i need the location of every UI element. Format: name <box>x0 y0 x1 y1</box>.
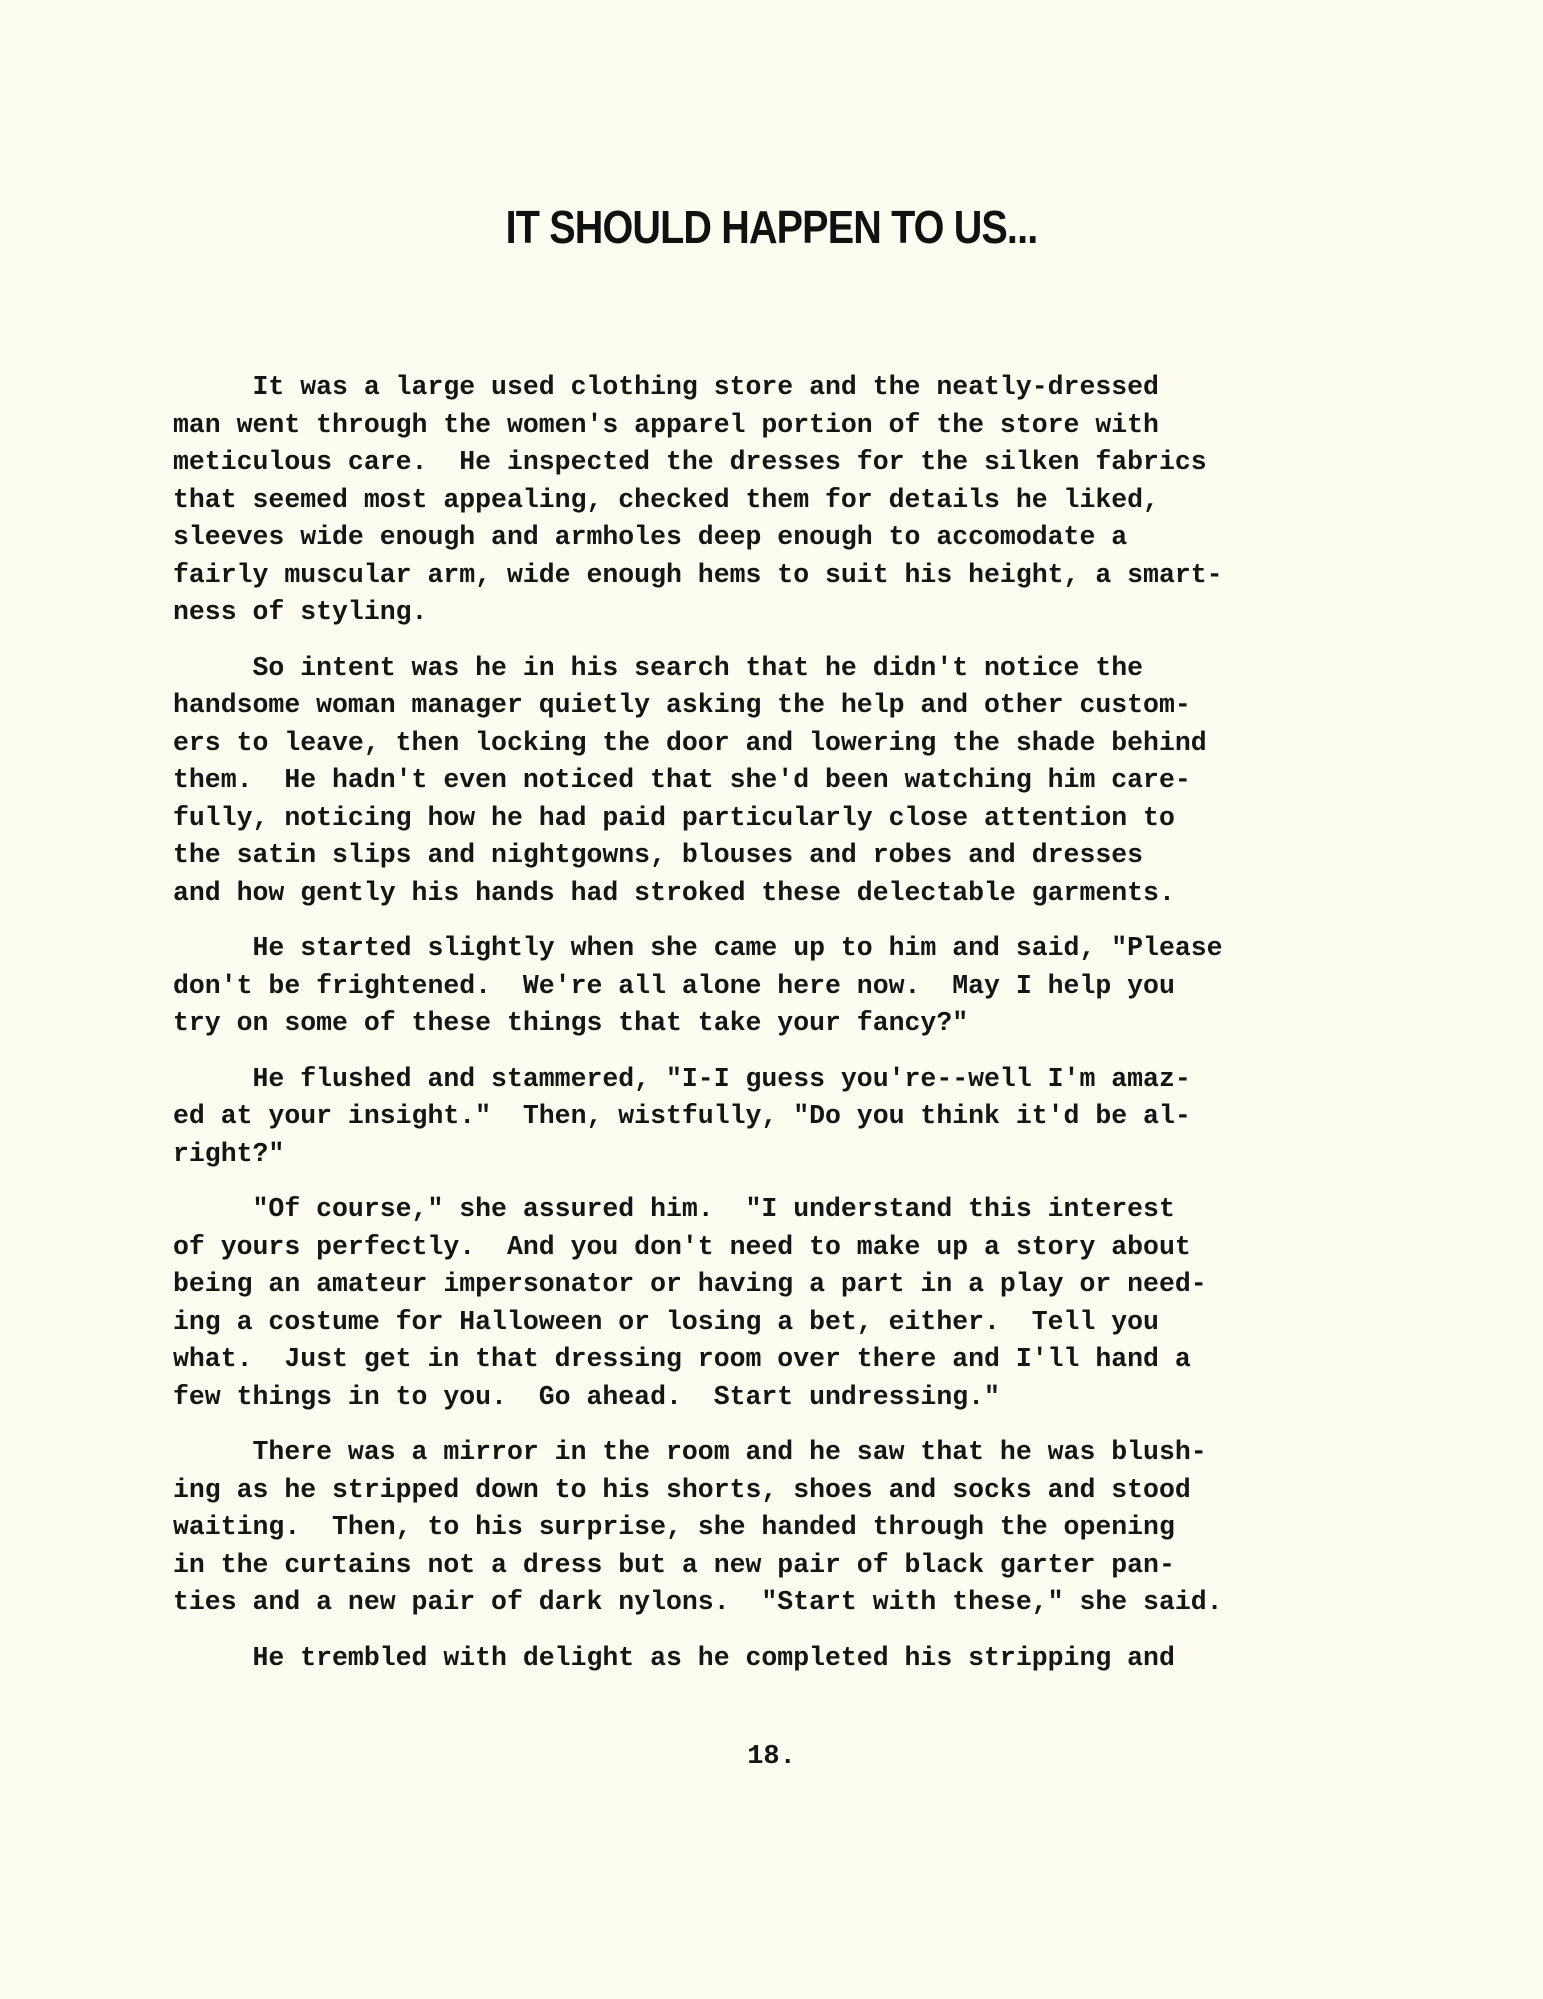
text-line: So intent was he in his search that he didn't notice the <box>173 652 1144 683</box>
text-line: ties and a new pair of dark nylons. "Start with these," she said. <box>173 1587 1223 1617</box>
text-line: ing as he stripped down to his shorts, shoes and socks and stood <box>173 1474 1191 1505</box>
page-title: IT SHOULD HAPPEN TO US... <box>505 201 1038 253</box>
text-line: don't be frightened. We're all alone here now. May I help you <box>173 970 1175 1001</box>
text-line: them. He hadn't even noticed that she'd been watching him care- <box>173 765 1191 795</box>
text-line: that seemed most appealing, checked them for details he liked, <box>173 484 1159 515</box>
text-line: ness of styling. <box>173 597 428 627</box>
text-line: ed at your insight." Then, wistfully, "Do you think it'd be al- <box>173 1101 1191 1131</box>
text-line: few things in to you. Go ahead. Start undressing." <box>173 1381 1000 1412</box>
paragraph <box>173 930 1403 1043</box>
text-line: handsome woman manager quietly asking the help and other custom- <box>173 690 1191 720</box>
paragraph <box>173 1640 1403 1678</box>
text-line: the satin slips and nightgowns, blouses and robes and dresses <box>173 840 1144 870</box>
text-line: of yours perfectly. And you don't need to make up a story about <box>173 1231 1191 1262</box>
paragraph <box>173 1191 1403 1416</box>
text-line: meticulous care. He inspected the dresses for the silken fabrics <box>173 447 1207 477</box>
text-line: and how gently his hands had stroked these delectable garments. <box>173 877 1175 908</box>
text-line: man went through the women's apparel portion of the store with <box>173 409 1159 440</box>
text-line: waiting. Then, to his surprise, she handed through the opening <box>173 1512 1175 1542</box>
text-line: It was a large used clothing store and the neatly-dressed <box>173 372 1159 402</box>
text-line: right?" <box>173 1138 285 1169</box>
text-line: being an amateur impersonator or having a part in a play or need- <box>173 1269 1207 1299</box>
paragraph <box>173 650 1403 913</box>
text-line: fully, noticing how he had paid particularly close attention to <box>173 802 1175 833</box>
text-line: try on some of these things that take your fancy?" <box>173 1008 969 1038</box>
text-line: sleeves wide enough and armholes deep enough to accomodate a <box>173 522 1128 552</box>
paragraph <box>173 1061 1403 1174</box>
text-line: He flushed and stammered, "I-I guess you're--well I'm amaz- <box>173 1063 1191 1094</box>
paragraph <box>173 369 1403 632</box>
text-line: He trembled with delight as he completed his stripping and <box>173 1642 1175 1673</box>
paragraph <box>173 1434 1403 1622</box>
body-text <box>173 369 1403 1695</box>
text-line: fairly muscular arm, wide enough hems to suit his height, a smart- <box>173 559 1223 590</box>
text-line: ers to leave, then locking the door and lowering the shade behind <box>173 727 1207 758</box>
text-line: in the curtains not a dress but a new pair of black garter pan- <box>173 1549 1175 1580</box>
text-line: "Of course," she assured him. "I understand this interest <box>173 1194 1175 1224</box>
text-line: ing a costume for Halloween or losing a bet, either. Tell you <box>173 1306 1159 1337</box>
text-line: There was a mirror in the room and he saw that he was blush- <box>173 1437 1207 1467</box>
text-line: what. Just get in that dressing room over there and I'll hand a <box>173 1344 1191 1374</box>
text-line: He started slightly when she came up to him and said, "Please <box>173 933 1223 963</box>
page-number: 18. <box>747 1742 796 1772</box>
